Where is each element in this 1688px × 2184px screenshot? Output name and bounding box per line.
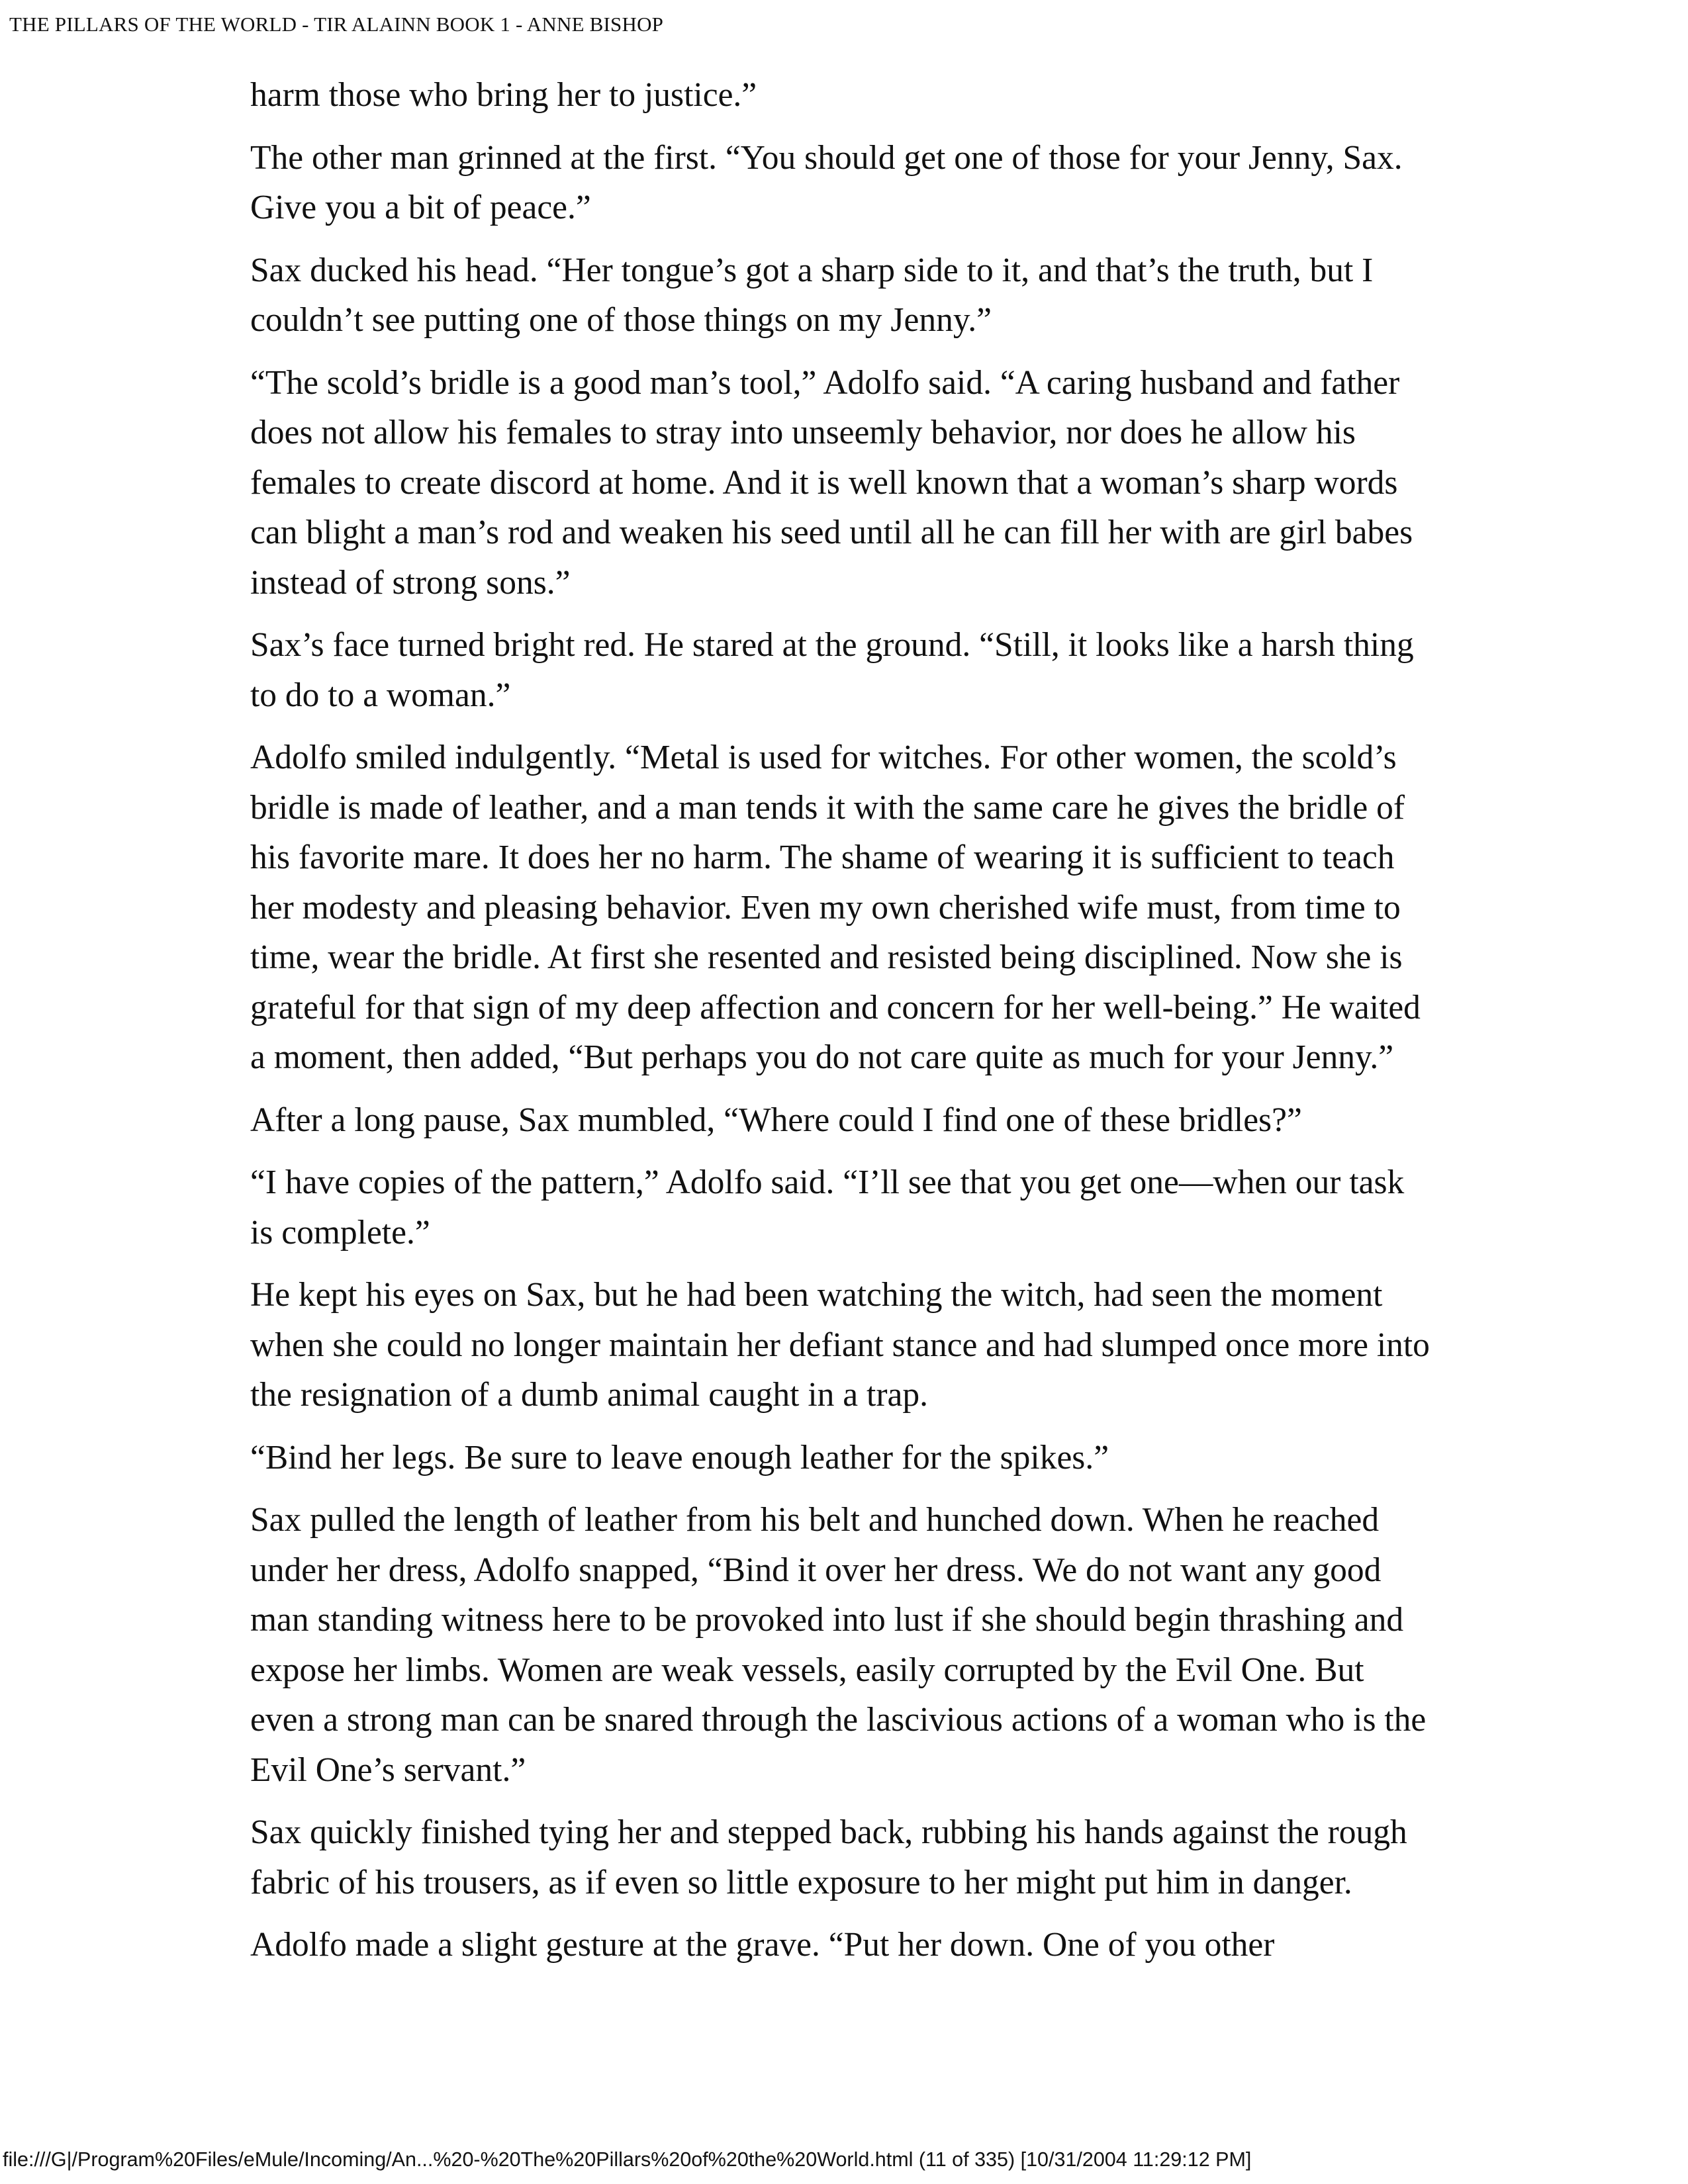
page-header: THE PILLARS OF THE WORLD - TIR ALAINN BOOK 1 - ANNE BISHOP <box>9 13 664 36</box>
paragraph: Sax quickly finished tying her and stepped back, rubbing his hands against the rough fabric of his trousers, as if even so little exposure to her might put him in danger. <box>250 1813 1407 1901</box>
paragraph: “The scold’s bridle is a good man’s tool,” Adolfo said. “A caring husband and father does not allow his females to stray into unseemly behavior, nor does he allow his females to create discord at home. And it is well known that a woman’s sharp words can blight a man’s rod and weaken his seed until all he can fill her with are girl babes instead of strong sons.” <box>250 363 1413 602</box>
paragraph: Sax ducked his head. “Her tongue’s got a sharp side to it, and that’s the truth, but I couldn’t see putting one of those things on my Jenny.” <box>250 251 1374 339</box>
paragraph: The other man grinned at the first. “You should get one of those for your Jenny, Sax. Give you a bit of peace.” <box>250 138 1403 226</box>
paragraph: Sax’s face turned bright red. He stared at the ground. “Still, it looks like a harsh thing to do to a woman.” <box>250 626 1414 714</box>
paragraph: “I have copies of the pattern,” Adolfo said. “I’ll see that you get one—when our task is complete.” <box>250 1163 1405 1251</box>
page-footer: file:///G|/Program%20Files/eMule/Incoming/An...%20-%20The%20Pillars%20of%20the%20World.html (11 of 335) [10/31/2004 11:29:12 PM] <box>3 2148 1252 2171</box>
paragraph: He kept his eyes on Sax, but he had been watching the witch, had seen the moment when she could no longer maintain her defiant stance and had slumped once more into the resignation of a dumb animal caught in a trap. <box>250 1276 1430 1414</box>
paragraph: After a long pause, Sax mumbled, “Where could I find one of these bridles?” <box>250 1101 1302 1139</box>
paragraph: “Bind her legs. Be sure to leave enough leather for the spikes.” <box>250 1438 1109 1477</box>
paragraph: harm those who bring her to justice.” <box>250 76 757 114</box>
paragraph: Adolfo smiled indulgently. “Metal is used for witches. For other women, the scold’s bridle is made of leather, and a man tends it with the same care he gives the bridle of his favorite mare. It does her no harm. The shame of wearing it is sufficient to teach her modesty and pleasing behavior. Even my own cherished wife must, from time to time, wear the bridle. At first she resented and resisted being disciplined. Now she is grateful for that sign of my deep affection and concern for her well-being.” He waited a moment, then added, “But perhaps you do not care quite as much for your Jenny.” <box>250 739 1421 1076</box>
paragraph: Adolfo made a slight gesture at the grave. “Put her down. One of you other <box>250 1926 1275 1964</box>
body-text <box>250 70 1435 1983</box>
paragraph: Sax pulled the length of leather from his belt and hunched down. When he reached under her dress, Adolfo snapped, “Bind it over her dress. We do not want any good man standing witness here to be provoked into lust if she should begin thrashing and expose her limbs. Women are weak vessels, easily corrupted by the Evil One. But even a strong man can be snared through the lascivious actions of a woman who is the Evil One’s servant.” <box>250 1501 1427 1789</box>
